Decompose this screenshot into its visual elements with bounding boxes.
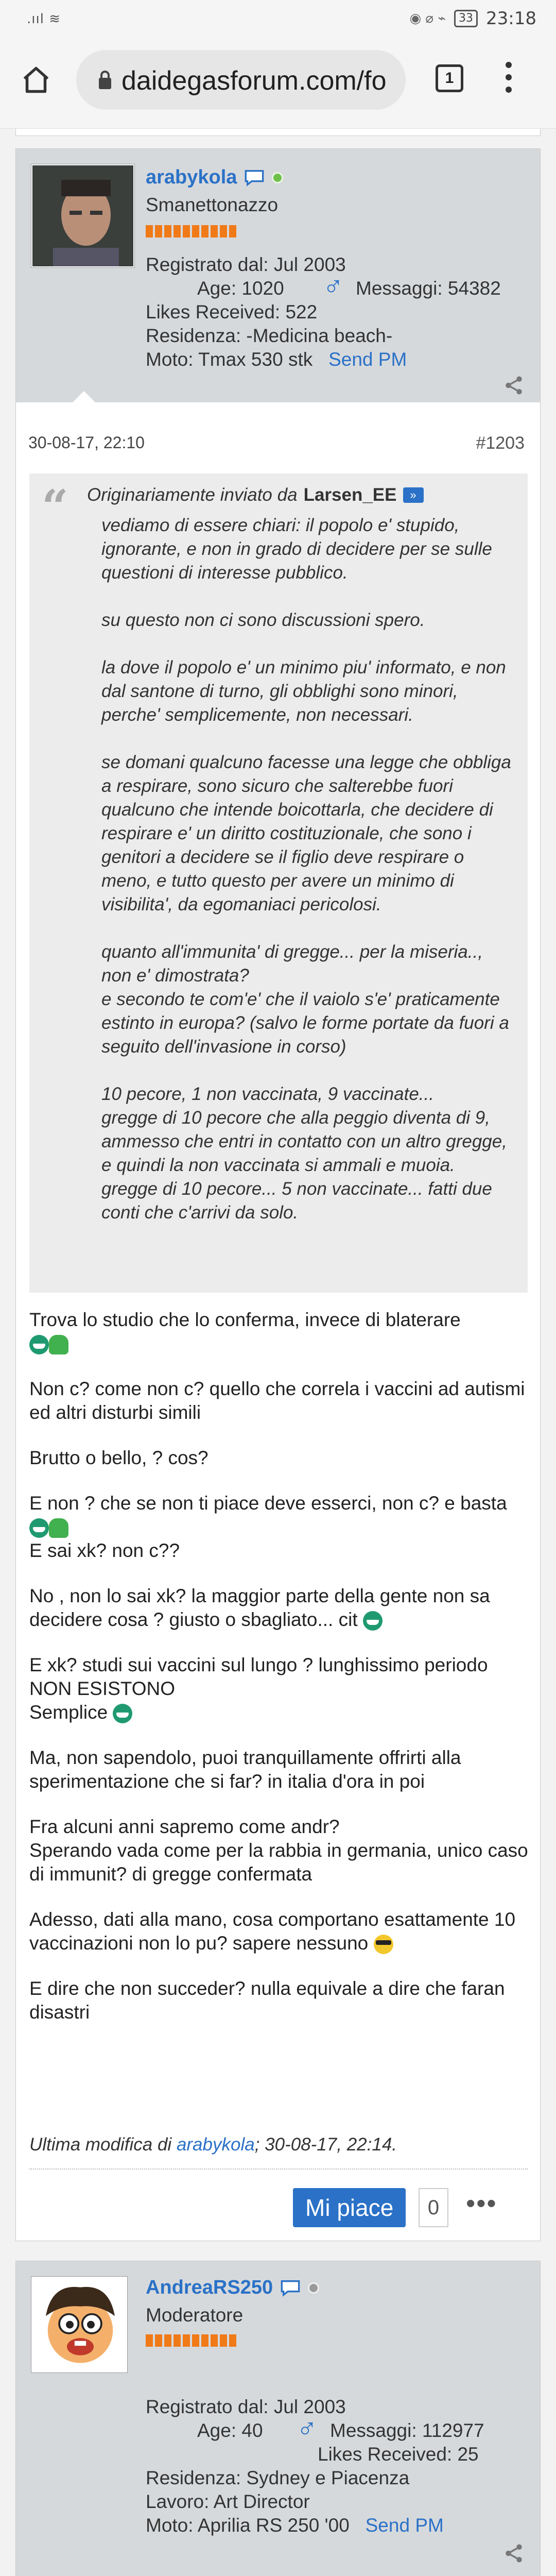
post-body xyxy=(29,1308,534,2046)
share-icon[interactable] xyxy=(503,375,525,396)
page-content xyxy=(0,129,556,2576)
view-post-icon[interactable]: » xyxy=(403,487,424,503)
grin-emoji-icon xyxy=(29,1335,49,1354)
chat-bubble-icon[interactable] xyxy=(244,169,265,187)
post-datetime: 30-08-17, 22:10 xyxy=(28,433,145,452)
post xyxy=(15,148,541,2241)
quote-mark-icon: “ xyxy=(42,480,68,534)
tab-switcher-button[interactable]: 1 xyxy=(436,64,463,92)
male-icon: ♂ xyxy=(297,2413,318,2444)
user-age: Age: 40 xyxy=(197,2420,263,2441)
post xyxy=(15,2261,541,2576)
thumbs-up-emoji-icon xyxy=(49,1518,68,1538)
status-bar xyxy=(0,0,556,41)
paragraph: E dire che non succeder? nulla equivale a dire che faran disastri xyxy=(29,1978,505,2023)
avatar[interactable] xyxy=(31,2277,127,2372)
header-pointer xyxy=(73,391,95,402)
quote-author[interactable]: Larsen_EE xyxy=(303,485,397,505)
avatar[interactable] xyxy=(31,164,134,267)
chat-bubble-icon[interactable] xyxy=(280,2279,301,2297)
url-text: daidegasforum.com/fo xyxy=(121,66,387,96)
clock: 23:18 xyxy=(486,8,536,29)
user-rank: Smanettonazzo xyxy=(146,194,279,215)
registration-date: Registrato dal: Jul 2003 xyxy=(146,254,346,275)
username-link[interactable]: AndreaRS250 xyxy=(146,2277,273,2298)
divider xyxy=(29,2168,528,2170)
offline-status-icon xyxy=(308,2282,319,2294)
bike: Moto: Tmax 530 stk Send PM xyxy=(146,349,407,370)
paragraph: Adesso, dati alla mano, cosa comportano esattamente 10 vaccinazioni non lo pu? sapere nessuno xyxy=(29,1909,516,1954)
send-pm-link[interactable]: Send PM xyxy=(365,2515,444,2536)
paragraph: Fra alcuni anni sapremo come andr? Sperando vada come per la rabbia in germania, unico caso di immunit? di gregge confermata xyxy=(29,1816,528,1885)
male-icon: ♂ xyxy=(323,271,344,302)
bike: Moto: Aprilia RS 250 '00 Send PM xyxy=(146,2515,444,2536)
menu-icon[interactable] xyxy=(503,62,514,98)
cool-sunglasses-emoji-icon xyxy=(374,1935,393,1954)
user-rank: Moderatore xyxy=(146,2304,244,2326)
grin-emoji-icon xyxy=(113,1704,132,1723)
quote-header: Originariamente inviato da Larsen_EE » xyxy=(87,485,424,505)
paragraph: E xk? studi sui vaccini sul lungo ? lunghissimo periodo NON ESISTONO Semplice xyxy=(29,1654,488,1723)
message-count: Messaggi: 54382 xyxy=(356,278,501,299)
paragraph: Brutto o bello, ? cos? xyxy=(29,1447,208,1468)
previous-post-edge xyxy=(15,129,541,136)
registration-date: Registrato dal: Jul 2003 xyxy=(146,2396,346,2417)
status-icons: ◉ ⌀ ⌁ xyxy=(409,11,446,26)
username-link[interactable]: arabykola xyxy=(146,166,237,188)
last-edit-user-link[interactable]: arabykola xyxy=(176,2134,255,2155)
reputation-bar xyxy=(146,2334,236,2347)
grin-emoji-icon xyxy=(29,1518,49,1538)
paragraph: E sai xk? non c?? xyxy=(29,1540,180,1561)
like-count: 0 xyxy=(419,2188,448,2227)
likes-received: Likes Received: 25 xyxy=(318,2444,479,2465)
home-icon[interactable] xyxy=(21,64,51,95)
send-pm-link[interactable]: Send PM xyxy=(328,349,407,370)
post-author-header xyxy=(16,2261,540,2576)
signal-icon: .ııl ≋ xyxy=(27,11,61,27)
paragraph: Trova lo studio che lo conferma, invece di blaterare xyxy=(29,1308,534,1355)
paragraph: Non c? come non c? quello che correla i vaccini ad autismi ed altri disturbi simili xyxy=(29,1378,525,1423)
more-options-icon[interactable]: ••• xyxy=(466,2189,497,2218)
reputation-bar xyxy=(146,225,236,238)
post-author-header xyxy=(16,149,540,402)
grin-emoji-icon xyxy=(363,1611,383,1631)
lock-icon xyxy=(98,70,112,90)
paragraph: Ma, non sapendolo, puoi tranquillamente offrirti alla sperimentazione che si far? in italia d'ora in poi xyxy=(29,1747,461,1792)
share-icon[interactable] xyxy=(503,2543,525,2564)
quote-text: vediamo di essere chiari: il popolo e' stupido, ignorante, e non in grado di decidere per se sulle questioni di interesse pubblico. su questo non ci sono discussioni spero. la dove il popolo e' un minimo piu' informato, e non dal santone di turno, gli obblighi sono minori, perche' semplicemente, non necessari. se domani qualcuno facesse una legge che obbliga a respirare, sono sicuro che salterebbe fuori qualcuno che intende boicottarla, che decidere di respirare e' un diritto costituzionale, che sono i genitori a decidere se il figlio deve respirare o meno, e tutto questo per avere un minimo di visibilita', da egomaniaci pericolosi. quanto all'immunita' di gregge... per la miseria.., non e' dimostrata? e secondo te com'e' che il vaiolo s'e' praticamente estinto in europa? (salvo le forme portate da fuori a seguito dell'invasione in corso) 10 pecore, 1 non vaccinata, 9 vaccinate... gregge di 10 pecore che alla peggio diventa di 9, ammesso che entri in contatto con un altro gregge, e quindi la non vaccinata si ammali e muoia. gregge di 10 pecore... 5 non vaccinate... fatti due conti che c'arrivi da solo. xyxy=(101,515,511,1223)
post-number-link[interactable]: #1203 xyxy=(476,433,525,453)
online-status-icon xyxy=(272,172,283,183)
quote-block xyxy=(29,473,528,1293)
job: Lavoro: Art Director xyxy=(146,2491,310,2512)
residence: Residenza: Sydney e Piacenza xyxy=(146,2467,410,2488)
last-edit-note: Ultima modifica di arabykola; 30-08-17, 22:14. xyxy=(29,2134,397,2155)
thumbs-up-emoji-icon xyxy=(49,1335,68,1354)
residence: Residenza: -Medicina beach- xyxy=(146,325,393,346)
user-age: Age: 1020 xyxy=(197,278,284,299)
paragraph: E non ? che se non ti piace deve esserci, non c? e basta xyxy=(29,1492,534,1539)
address-bar[interactable] xyxy=(76,50,406,110)
browser-toolbar xyxy=(0,41,556,129)
battery-icon: 33 xyxy=(454,10,478,27)
like-button[interactable]: Mi piace xyxy=(293,2188,406,2227)
likes-received: Likes Received: 522 xyxy=(146,301,318,323)
message-count: Messaggi: 112977 xyxy=(330,2420,484,2441)
paragraph: No , non lo sai xk? la maggior parte della gente non sa decidere cosa ? giusto o sbagliato... cit xyxy=(29,1585,490,1630)
